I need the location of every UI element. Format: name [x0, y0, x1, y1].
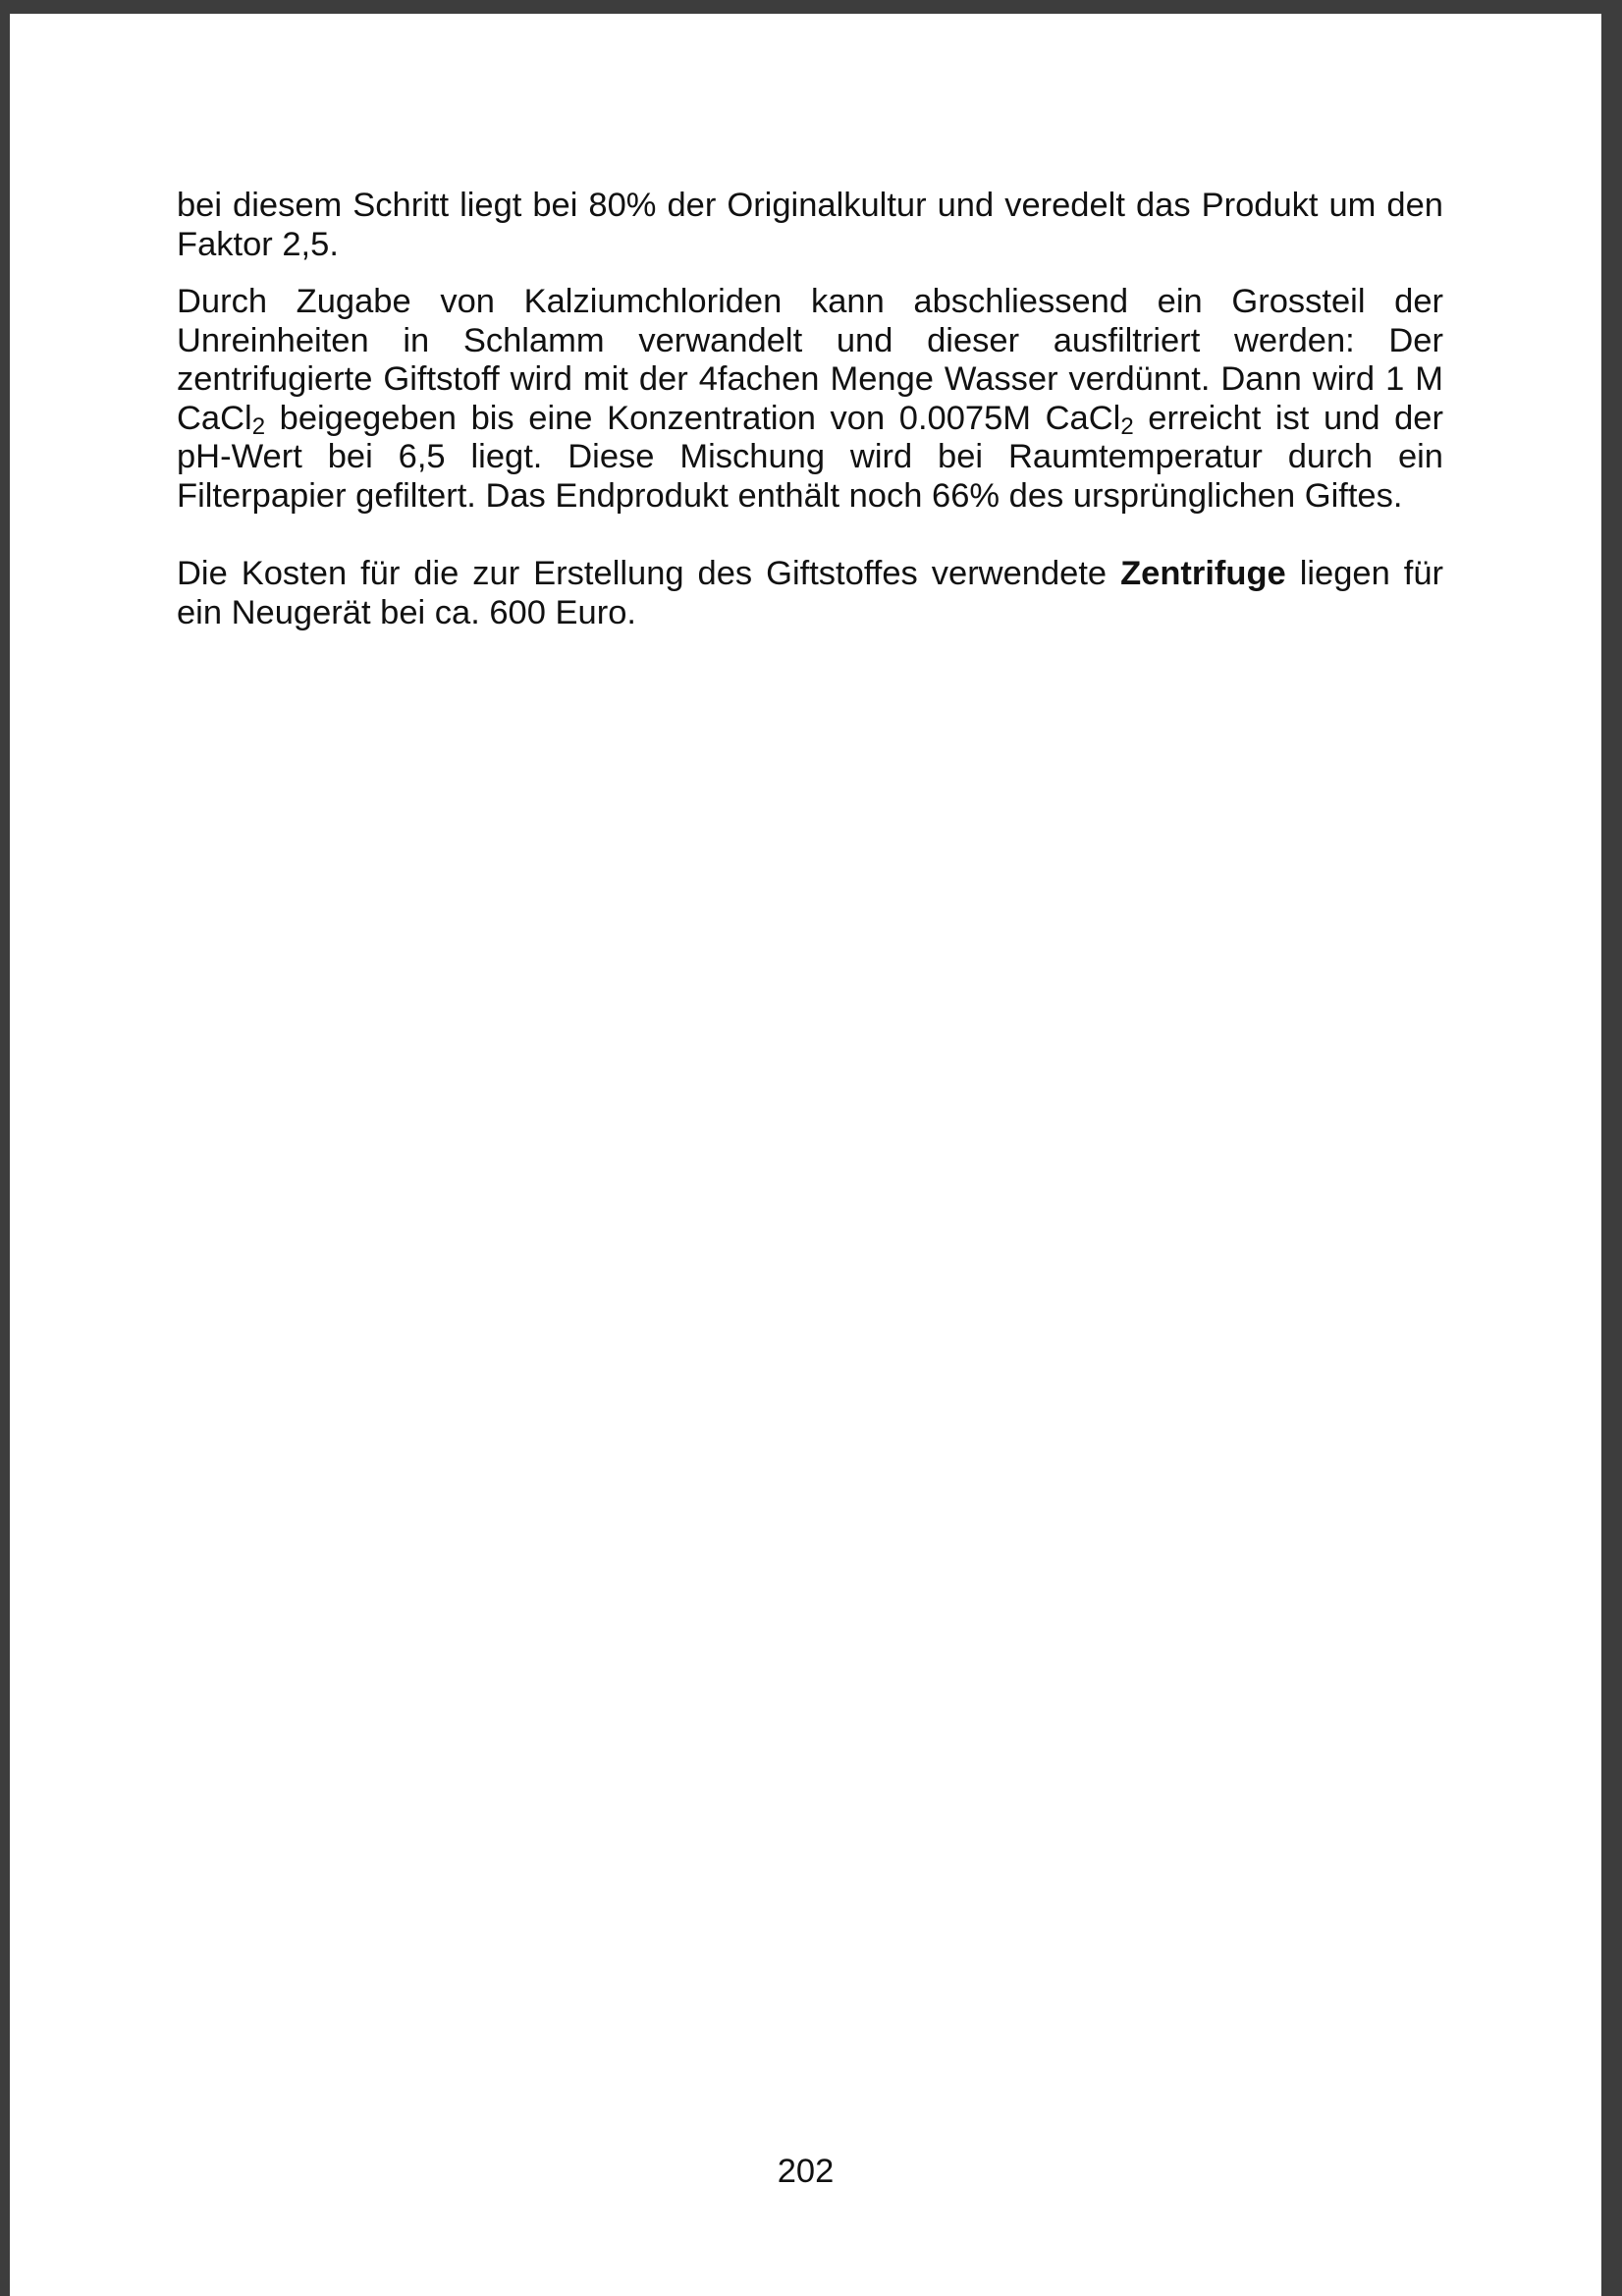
paragraph-3	[177, 555, 1443, 632]
paragraph-2-text-a: Durch Zugabe von Kalziumchloriden kann abschliessend ein Grossteil der Unreinheiten in Schlamm verwandelt und dieser ausfiltriert werden: Der zentrifugierte Giftstoff wird mit der 4fachen Menge Wasser verdünnt. Dann wird 1 M CaCl	[177, 283, 1443, 437]
paragraph-3-text-b: liegen für ein Neugerät bei ca. 600 Euro.	[177, 555, 1443, 631]
page-number: 202	[777, 2153, 835, 2190]
paragraph-1-text: bei diesem Schritt liegt bei 80% der Originalkultur und veredelt das Produkt um den Faktor 2,5.	[177, 187, 1443, 263]
bold-term-zentrifuge: Zentrifuge	[1120, 555, 1286, 592]
paragraph-2-text-c: erreicht ist und der pH-Wert bei 6,5 liegt. Diese Mischung wird bei Raumtemperatur durch ein Filterpapier gefiltert. Das Endprodukt enthält noch 66% des ursprünglichen Giftes.	[177, 399, 1443, 515]
document-page	[10, 14, 1601, 2296]
subscript-2-second: 2	[1120, 412, 1134, 440]
paragraph-2	[177, 283, 1443, 516]
paragraph-2-text-b: beigegeben bis eine Konzentration von 0.0075M CaCl	[265, 399, 1121, 437]
subscript-2-first: 2	[251, 412, 266, 440]
paragraph-1	[177, 187, 1443, 264]
body-text	[177, 187, 1443, 632]
paragraph-3-text-a: Die Kosten für die zur Erstellung des Giftstoffes verwendete	[177, 555, 1121, 592]
